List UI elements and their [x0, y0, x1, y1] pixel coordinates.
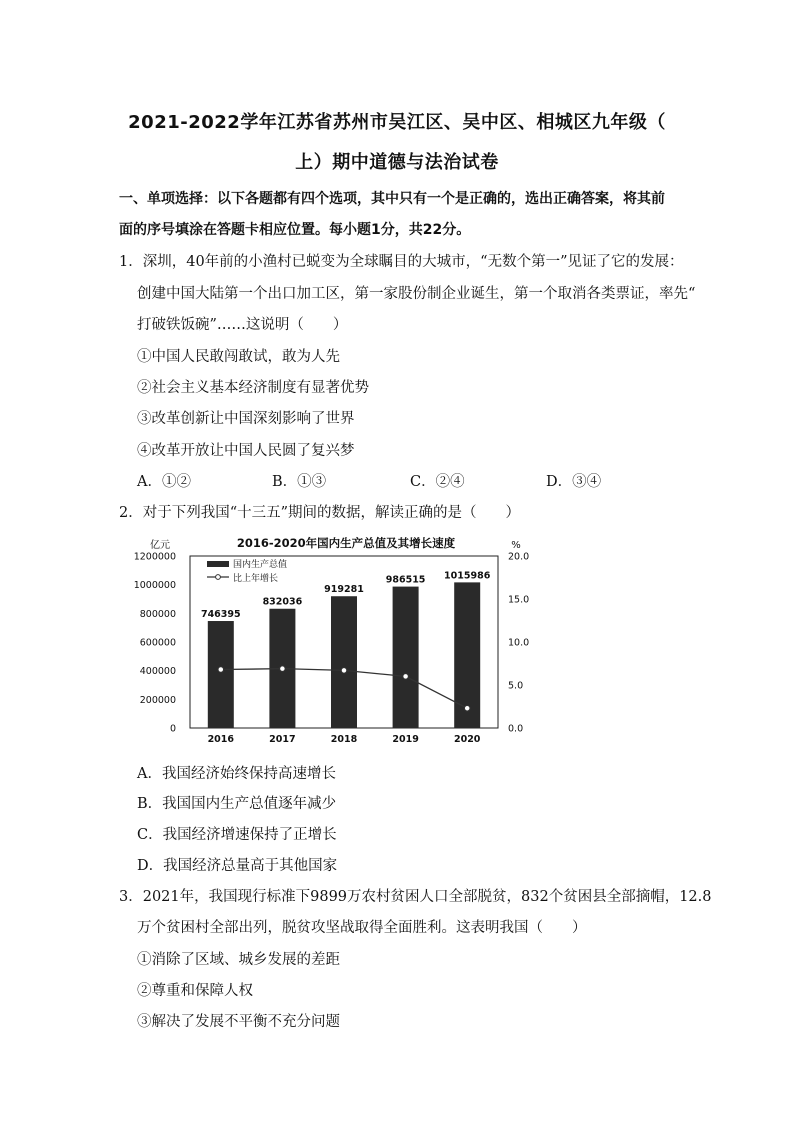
- gdp-bar: [208, 621, 234, 728]
- y-tick-right-label: 20.0: [508, 551, 530, 563]
- q3-item-2: ②尊重和保障人权: [137, 983, 253, 999]
- q3-stem-line1: 3．2021年，我国现行标准下9899万农村贫困人口全部脱贫，832个贫困县全部摘帽，12.8: [119, 889, 712, 905]
- growth-rate-point: [341, 668, 347, 674]
- q2-option-a: A．我国经济始终保持高速增长: [137, 766, 336, 782]
- q1-option-c: C．②④: [410, 474, 465, 490]
- q2-option-b: B．我国国内生产总值逐年减少: [137, 796, 337, 812]
- q2-option-c: C．我国经济增速保持了正增长: [137, 827, 337, 843]
- q1-stem-line3: 打破铁饭碗”……这说明（ ）: [137, 317, 348, 333]
- q2-stem: 2．对于下列我国“十三五”期间的数据，解读正确的是（ ）: [119, 505, 521, 521]
- y-tick-right-label: 0.0: [508, 723, 524, 735]
- legend-label-growth: 比上年增长: [233, 574, 279, 584]
- q1-item-2: ②社会主义基本经济制度有显著优势: [137, 380, 369, 396]
- q1-option-a: A．①②: [137, 474, 191, 490]
- y-axis-right-label: %: [511, 540, 521, 551]
- y-axis-left-label: 亿元: [150, 540, 170, 551]
- y-tick-left-label: 400000: [139, 666, 176, 678]
- growth-rate-line: [221, 669, 467, 709]
- q3-stem-line2: 万个贫困村全部出列，脱贫攻坚战取得全面胜利。这表明我国（ ）: [137, 920, 587, 936]
- exam-title-line2: 上）期中道德与法治试卷: [295, 152, 499, 173]
- legend-label-gdp: 国内生产总值: [233, 560, 288, 570]
- x-tick-label: 2020: [453, 734, 481, 745]
- chart-title: 2016-2020年国内生产总值及其增长速度: [236, 536, 456, 550]
- gdp-bar-value-label: 986515: [385, 574, 426, 586]
- y-tick-left-label: 0: [169, 723, 176, 735]
- gdp-bar: [393, 587, 419, 728]
- y-tick-left-label: 1000000: [133, 580, 176, 592]
- x-tick-label: 2017: [269, 734, 296, 745]
- plot-frame: [190, 556, 498, 728]
- y-tick-right-label: 10.0: [508, 637, 530, 649]
- gdp-bar-value-label: 832036: [262, 596, 303, 608]
- section1-heading-line2: 面的序号填涂在答题卡相应位置。每小题1分，共22分。: [119, 222, 471, 238]
- x-tick-label: 2018: [330, 734, 358, 745]
- q1-option-d: D．③④: [546, 474, 602, 490]
- y-tick-left-label: 800000: [139, 608, 176, 620]
- x-tick-label: 2019: [392, 734, 419, 745]
- gdp-bar: [331, 596, 357, 728]
- y-tick-right-label: 15.0: [508, 594, 530, 606]
- exam-title-line1: 2021-2022学年江苏省苏州市吴江区、吴中区、相城区九年级（: [128, 112, 666, 133]
- section1-heading-line1: 一、单项选择：以下各题都有四个选项，其中只有一个是正确的，选出正确答案，将其前: [119, 191, 665, 207]
- y-tick-left-label: 1200000: [133, 551, 176, 563]
- gdp-bar-value-label: 746395: [200, 609, 241, 621]
- q1-item-3: ③改革创新让中国深刻影响了世界: [137, 411, 355, 427]
- gdp-bar-value-label: 919281: [324, 584, 364, 596]
- q1-stem-line1: 1．深圳，40年前的小渔村已蜕变为全球瞩目的大城市，“无数个第一”见证了它的发展：: [119, 254, 684, 270]
- growth-rate-point: [464, 705, 470, 711]
- gdp-bar: [454, 582, 480, 728]
- gdp-bar-value-label: 1015986: [444, 570, 491, 582]
- q1-stem-line2: 创建中国大陆第一个出口加工区，第一家股份制企业诞生，第一个取消各类票证，率先“: [137, 286, 696, 302]
- q3-item-3: ③解决了发展不平衡不充分问题: [137, 1014, 340, 1030]
- growth-rate-point: [280, 666, 286, 672]
- x-tick-label: 2016: [207, 734, 235, 745]
- y-tick-right-label: 5.0: [508, 680, 524, 692]
- legend-swatch-gdp: [207, 561, 229, 567]
- y-tick-left-label: 600000: [139, 637, 176, 649]
- q1-option-b: B．①③: [272, 474, 327, 490]
- q1-item-4: ④改革开放让中国人民圆了复兴梦: [137, 443, 355, 459]
- growth-rate-point: [403, 674, 409, 680]
- gdp-bar: [269, 609, 295, 728]
- q2-option-d: D．我国经济总量高于其他国家: [137, 858, 338, 874]
- growth-rate-point: [218, 667, 224, 673]
- y-tick-left-label: 200000: [139, 694, 176, 706]
- legend-marker-growth: [216, 575, 221, 580]
- q3-item-1: ①消除了区域、城乡发展的差距: [137, 952, 340, 968]
- q1-item-1: ①中国人民敢闯敢试，敢为人先: [137, 349, 340, 365]
